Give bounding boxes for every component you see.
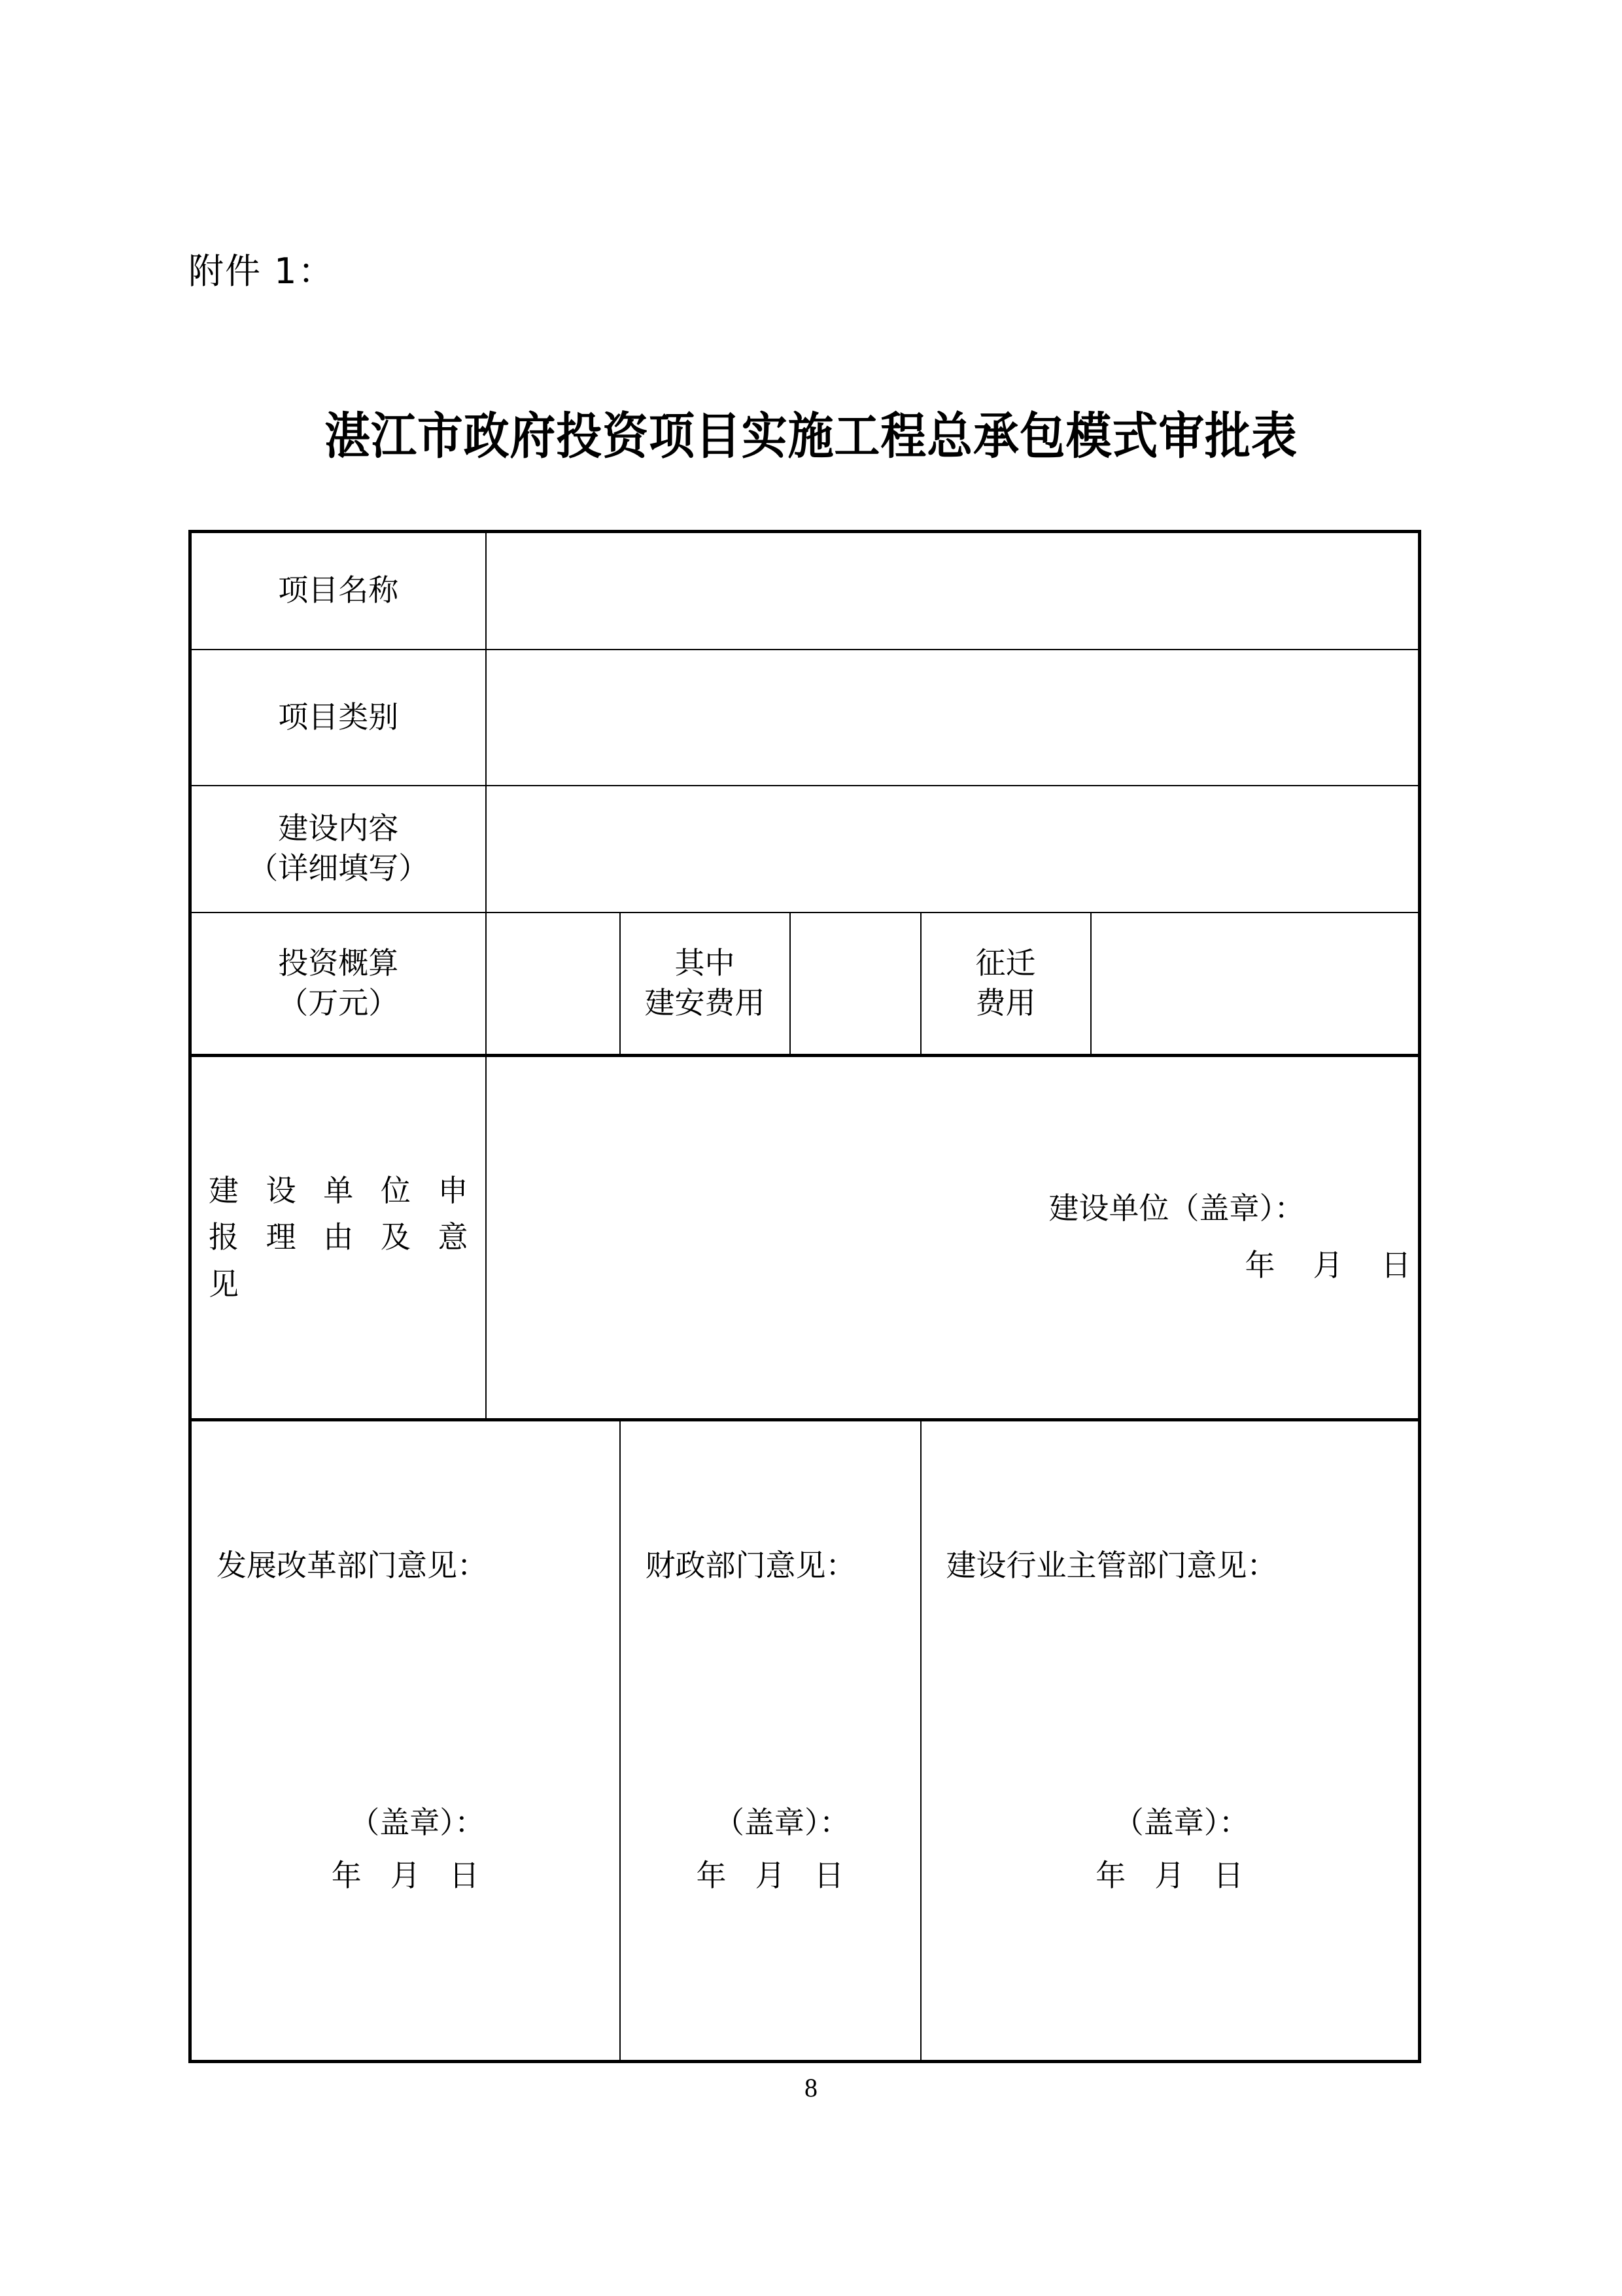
cell-label-construction-installation-fee xyxy=(620,913,790,1056)
cell-label-construction-content xyxy=(190,786,486,913)
page-title: 湛江市政府投资项目实施工程总承包模式审批表 xyxy=(324,409,1298,464)
cell-finance-opinion[interactable] xyxy=(620,1420,921,2062)
date-day-finance: 日 xyxy=(814,1859,844,1893)
label-sub2-line1: 征迁 xyxy=(975,946,1036,980)
applicant-signature-block xyxy=(487,1189,1419,1285)
date-day-development-reform: 日 xyxy=(449,1859,479,1893)
heading-construction-authority-opinion: 建设行业主管部门意见： xyxy=(946,1549,1277,1582)
seal-label-development-reform: （盖章）： xyxy=(349,1806,485,1839)
cell-value-project-category[interactable] xyxy=(486,650,1420,786)
table-row-investment-estimate xyxy=(190,913,1420,1056)
label-sub1-line1: 其中 xyxy=(674,946,735,980)
label-construction-content-line2: （详细填写） xyxy=(248,852,429,885)
signature-finance xyxy=(621,1800,920,1900)
label-applicant-opinion-line3: 见 xyxy=(209,1267,239,1301)
label-sub1-line2: 建安费用 xyxy=(644,986,765,1020)
cell-development-reform-opinion[interactable] xyxy=(190,1420,620,2062)
approval-form-table xyxy=(188,530,1421,2063)
date-month-finance: 月 xyxy=(755,1859,785,1893)
label-applicant-opinion-line1: 建设单位申 xyxy=(209,1174,468,1208)
table-row-project-name xyxy=(190,532,1420,650)
table-row-applicant-opinion xyxy=(190,1056,1420,1420)
date-year-finance: 年 xyxy=(696,1859,727,1893)
label-project-category: 项目类别 xyxy=(278,700,399,734)
cell-value-construction-installation-fee[interactable] xyxy=(790,913,921,1056)
date-line-finance xyxy=(621,1852,920,1899)
cell-label-project-category xyxy=(190,650,486,786)
date-year-construction-authority: 年 xyxy=(1096,1859,1126,1893)
label-applicant-opinion-line2: 报理由及意 xyxy=(209,1221,468,1255)
cell-value-relocation-fee[interactable] xyxy=(1091,913,1420,1056)
label-investment-estimate-line1: 投资概算 xyxy=(278,946,399,980)
seal-label-construction-authority: （盖章）： xyxy=(1113,1806,1249,1839)
seal-label-finance: （盖章）： xyxy=(714,1806,850,1839)
heading-development-reform-opinion: 发展改革部门意见： xyxy=(216,1549,487,1582)
cell-label-project-name xyxy=(190,532,486,650)
date-line-construction-authority xyxy=(922,1852,1419,1899)
cell-label-relocation-fee xyxy=(921,913,1091,1056)
date-line-development-reform xyxy=(192,1852,619,1899)
cell-construction-authority-opinion[interactable] xyxy=(921,1420,1420,2062)
attachment-label: 附件 1： xyxy=(188,251,335,292)
cell-value-applicant-opinion[interactable] xyxy=(486,1056,1420,1420)
applicant-date-year: 年 xyxy=(1245,1249,1275,1282)
cell-value-investment-total[interactable] xyxy=(486,913,620,1056)
cell-label-investment-estimate xyxy=(190,913,486,1056)
cell-value-construction-content[interactable] xyxy=(486,786,1420,913)
signature-construction-authority xyxy=(922,1800,1419,1900)
table-row-construction-content xyxy=(190,786,1420,913)
applicant-date-line xyxy=(1245,1246,1419,1286)
cell-label-applicant-opinion xyxy=(190,1056,486,1420)
label-project-name: 项目名称 xyxy=(278,574,399,608)
page-number: 8 xyxy=(804,2073,818,2102)
date-year-development-reform: 年 xyxy=(331,1859,362,1893)
label-investment-estimate-line2: （万元） xyxy=(278,986,399,1020)
table-row-project-category xyxy=(190,650,1420,786)
label-construction-content-line1: 建设内容 xyxy=(278,812,399,846)
applicant-date-month: 月 xyxy=(1313,1249,1343,1282)
applicant-seal-label: 建设单位（盖章）： xyxy=(1048,1192,1305,1226)
signature-development-reform xyxy=(192,1800,619,1900)
date-month-construction-authority: 月 xyxy=(1154,1859,1185,1893)
cell-value-project-name[interactable] xyxy=(486,532,1420,650)
heading-finance-opinion: 财政部门意见： xyxy=(645,1549,856,1582)
applicant-date-day: 日 xyxy=(1381,1249,1411,1282)
label-sub2-line2: 费用 xyxy=(975,986,1036,1020)
date-day-construction-authority: 日 xyxy=(1213,1859,1244,1893)
date-month-development-reform: 月 xyxy=(390,1859,421,1893)
table-row-department-opinions xyxy=(190,1420,1420,2062)
